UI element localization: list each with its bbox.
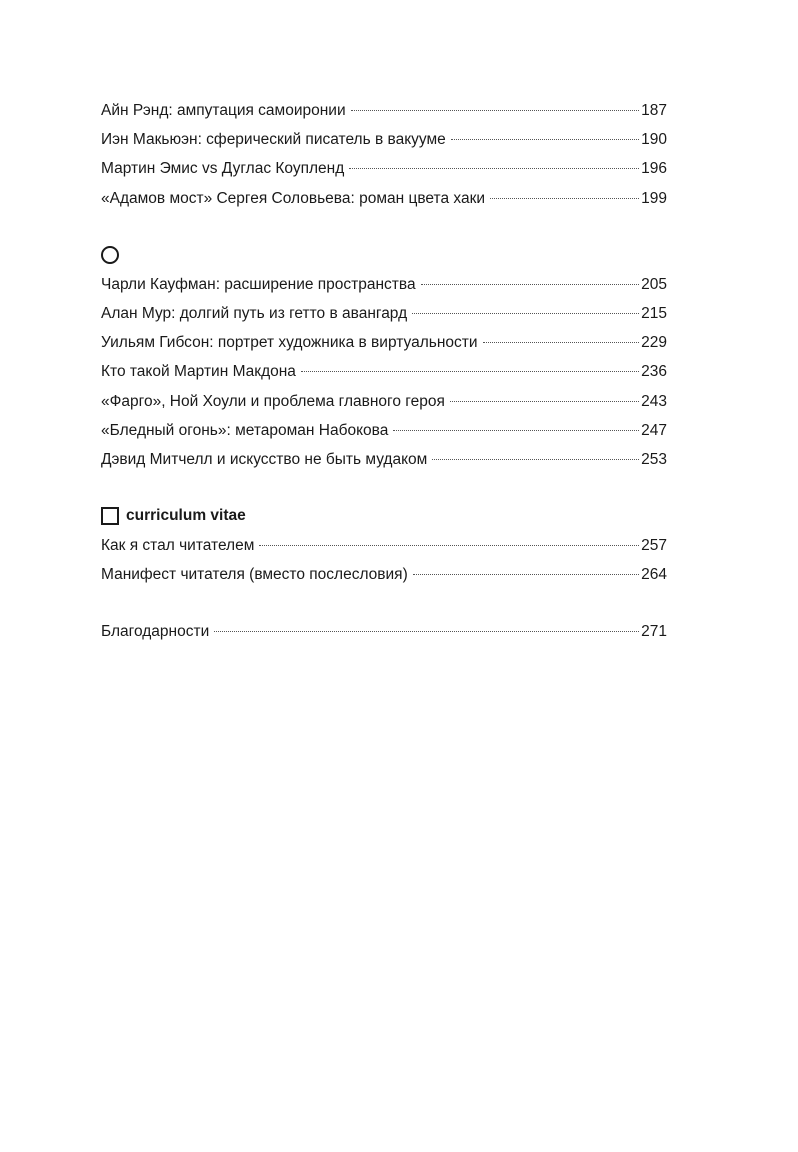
toc-entry[interactable] [101, 270, 667, 299]
toc-entry-title: Кто такой Мартин Макдона [101, 363, 296, 381]
leader-dots [393, 430, 639, 431]
toc-entry-title: Алан Мур: долгий путь из гетто в авангард [101, 304, 408, 322]
toc-entry-page: 187 [641, 102, 667, 119]
toc-entry[interactable] [101, 445, 667, 474]
leader-dots [349, 168, 639, 169]
square-icon [101, 507, 119, 525]
toc-entry-page: 271 [641, 623, 667, 641]
toc-entry-page: 257 [641, 537, 667, 555]
toc-entry[interactable] [101, 184, 667, 213]
toc-entry[interactable] [101, 328, 667, 357]
toc-section-curriculum-vitae [101, 501, 667, 589]
toc-entry-page: 236 [641, 363, 667, 381]
leader-dots [259, 545, 639, 546]
toc-section-circle [101, 240, 667, 474]
leader-dots [483, 342, 640, 343]
toc-entry[interactable] [101, 531, 667, 560]
toc-section-acknowledgements [101, 617, 667, 646]
toc-entry-page: 199 [641, 189, 667, 207]
toc-entry-page: 253 [641, 450, 667, 468]
section-spacer [101, 589, 667, 617]
toc-section-previous [101, 96, 667, 213]
leader-dots [351, 110, 640, 111]
toc-entry[interactable] [101, 617, 667, 646]
toc-entry-title: Мартин Эмис vs Дуглас Коупленд [101, 160, 345, 178]
toc-entry-page: 190 [641, 131, 667, 149]
toc-entry-title: Дэвид Митчелл и искусство не быть мудаком [101, 450, 428, 468]
toc-entry-title: Айн Рэнд: ампутация самоиронии [101, 102, 346, 119]
section-heading [101, 501, 667, 531]
leader-dots [451, 139, 639, 140]
table-of-contents [101, 96, 667, 647]
leader-dots [450, 401, 639, 402]
section-heading-text: curriculum vitae [126, 507, 246, 525]
toc-entry-page: 264 [641, 566, 667, 584]
toc-entry-title: Уильям Гибсон: портрет художника в виртуальности [101, 334, 478, 352]
leader-dots [490, 198, 639, 199]
toc-entry[interactable] [101, 125, 667, 154]
toc-entry[interactable] [101, 96, 667, 125]
toc-entry[interactable] [101, 357, 667, 386]
leader-dots [432, 459, 639, 460]
leader-dots [214, 631, 639, 632]
toc-entry[interactable] [101, 560, 667, 589]
section-spacer [101, 213, 667, 240]
leader-dots [301, 371, 639, 372]
section-heading [101, 240, 667, 270]
toc-entry-page: 229 [641, 334, 667, 352]
toc-entry-title: «Бледный огонь»: метароман Набокова [101, 421, 389, 439]
toc-entry-title: Чарли Кауфман: расширение пространства [101, 275, 416, 293]
toc-entry-title: Манифест читателя (вместо послесловия) [101, 566, 408, 584]
section-spacer [101, 474, 667, 501]
toc-entry-page: 243 [641, 392, 667, 410]
toc-entry-title: Благодарности [101, 623, 210, 641]
leader-dots [413, 574, 639, 575]
toc-entry-page: 196 [641, 160, 667, 178]
leader-dots [412, 313, 639, 314]
toc-entry[interactable] [101, 416, 667, 445]
circle-icon [101, 246, 119, 264]
toc-entry-title: Иэн Макьюэн: сферический писатель в вакууме [101, 131, 446, 149]
toc-entry[interactable] [101, 299, 667, 328]
toc-entry-page: 205 [641, 275, 667, 293]
toc-entry[interactable] [101, 387, 667, 416]
toc-entry-title: «Адамов мост» Сергея Соловьева: роман цвета хаки [101, 189, 486, 207]
toc-entry-page: 247 [641, 421, 667, 439]
toc-entry-title: «Фарго», Ной Хоули и проблема главного героя [101, 392, 445, 410]
toc-entry-title: Как я стал читателем [101, 537, 255, 555]
leader-dots [421, 284, 640, 285]
toc-entry[interactable] [101, 154, 667, 183]
toc-entry-page: 215 [641, 304, 667, 322]
